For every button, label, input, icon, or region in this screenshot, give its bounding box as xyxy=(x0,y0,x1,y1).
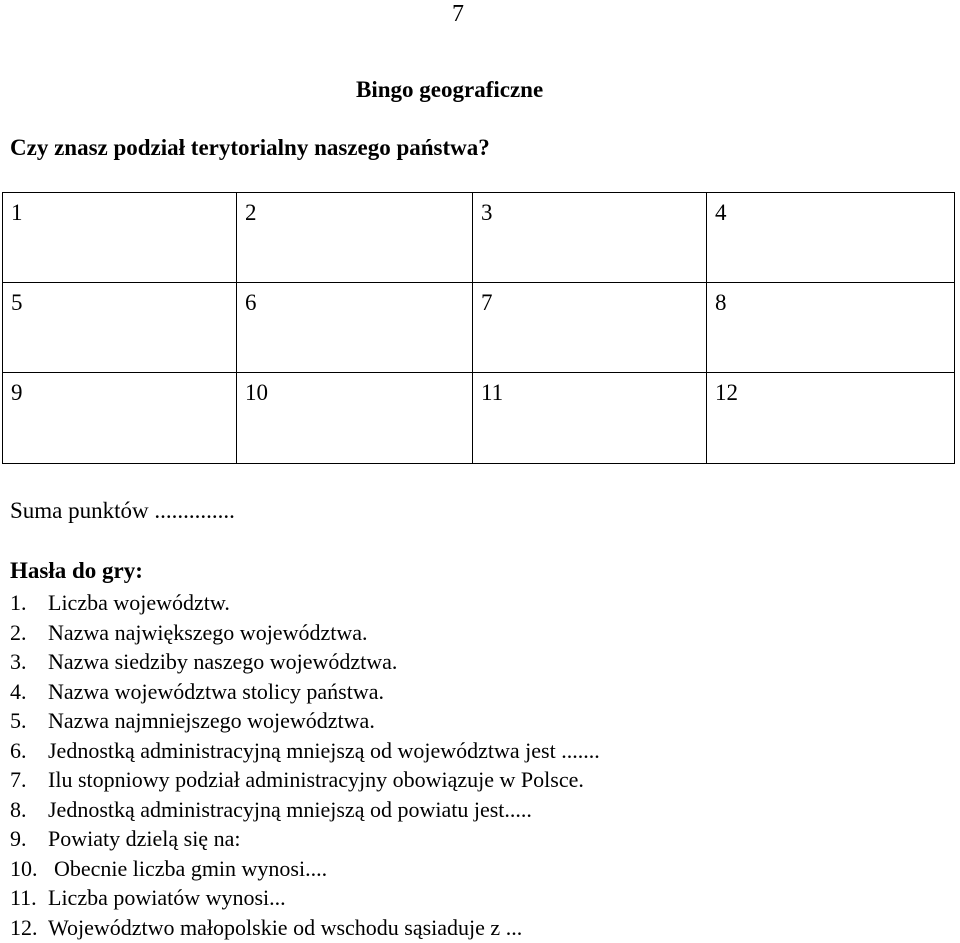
page-number: 7 xyxy=(452,1,464,27)
clue-text: Liczba powiatów wynosi... xyxy=(48,885,286,910)
clue-number: 4. xyxy=(10,678,27,704)
list-item xyxy=(10,824,600,854)
bingo-cell[interactable]: 4 xyxy=(707,193,954,283)
clues-heading: Hasła do gry: xyxy=(10,558,143,583)
clue-number: 6. xyxy=(10,737,27,763)
clue-text: Województwo małopolskie od wschodu sąsiaduje z ... xyxy=(48,914,523,940)
list-item xyxy=(10,765,600,795)
clue-number: 2. xyxy=(10,619,27,645)
list-item xyxy=(10,883,600,913)
list-item xyxy=(10,706,600,736)
clue-text: Nazwa najmniejszego województwa. xyxy=(48,708,375,733)
clue-number: 10. xyxy=(10,855,38,881)
bingo-cell[interactable]: 11 xyxy=(473,373,707,463)
bingo-cell[interactable]: 5 xyxy=(3,283,237,373)
bingo-cell[interactable]: 7 xyxy=(473,283,707,373)
clue-text: Nazwa województwa stolicy państwa. xyxy=(48,678,385,704)
bingo-cell[interactable]: 10 xyxy=(237,373,473,463)
list-item xyxy=(10,618,600,648)
bingo-cell[interactable]: 12 xyxy=(715,380,738,405)
clue-text: Powiaty dzielą się na: xyxy=(48,826,241,851)
page-subtitle: Czy znasz podział terytorialny naszego państwa? xyxy=(10,135,490,160)
bingo-cell[interactable]: 1 xyxy=(3,193,237,283)
clue-text: Obecnie liczba gmin wynosi.... xyxy=(54,855,328,881)
clue-text: Jednostką administracyjną mniejszą od województwa jest ....... xyxy=(48,737,600,763)
list-item xyxy=(10,913,600,943)
bingo-cell[interactable]: 9 xyxy=(3,373,237,463)
score-line: Suma punktów .............. xyxy=(10,498,235,523)
clues-list xyxy=(10,588,600,942)
clue-number: 8. xyxy=(10,796,27,822)
clue-number: 5. xyxy=(10,708,27,733)
clue-number: 7. xyxy=(10,767,27,792)
bingo-cell[interactable]: 6 xyxy=(237,283,473,373)
list-item xyxy=(10,795,600,825)
clue-text: Liczba województw. xyxy=(48,590,230,615)
bingo-cell[interactable]: 3 xyxy=(473,193,707,283)
clue-text: Nazwa siedziby naszego województwa. xyxy=(48,649,398,674)
list-item xyxy=(10,736,600,766)
list-item xyxy=(10,854,600,884)
page-title: Bingo geograficzne xyxy=(356,77,544,102)
clue-text: Nazwa największego województwa. xyxy=(48,619,368,645)
clue-number: 1. xyxy=(10,590,27,615)
bingo-cell[interactable]: 2 xyxy=(237,193,473,283)
list-item xyxy=(10,647,600,677)
bingo-grid xyxy=(2,192,955,464)
clue-text: Jednostką administracyjną mniejszą od powiatu jest..... xyxy=(48,796,532,822)
clue-text: Ilu stopniowy podział administracyjny obowiązuje w Polsce. xyxy=(48,767,584,792)
clue-number: 3. xyxy=(10,649,27,674)
bingo-cell[interactable]: 8 xyxy=(707,283,954,373)
clue-number: 11. xyxy=(10,885,37,910)
clue-number: 9. xyxy=(10,826,27,851)
clue-number: 12. xyxy=(10,914,38,940)
list-item xyxy=(10,588,600,618)
list-item xyxy=(10,677,600,707)
